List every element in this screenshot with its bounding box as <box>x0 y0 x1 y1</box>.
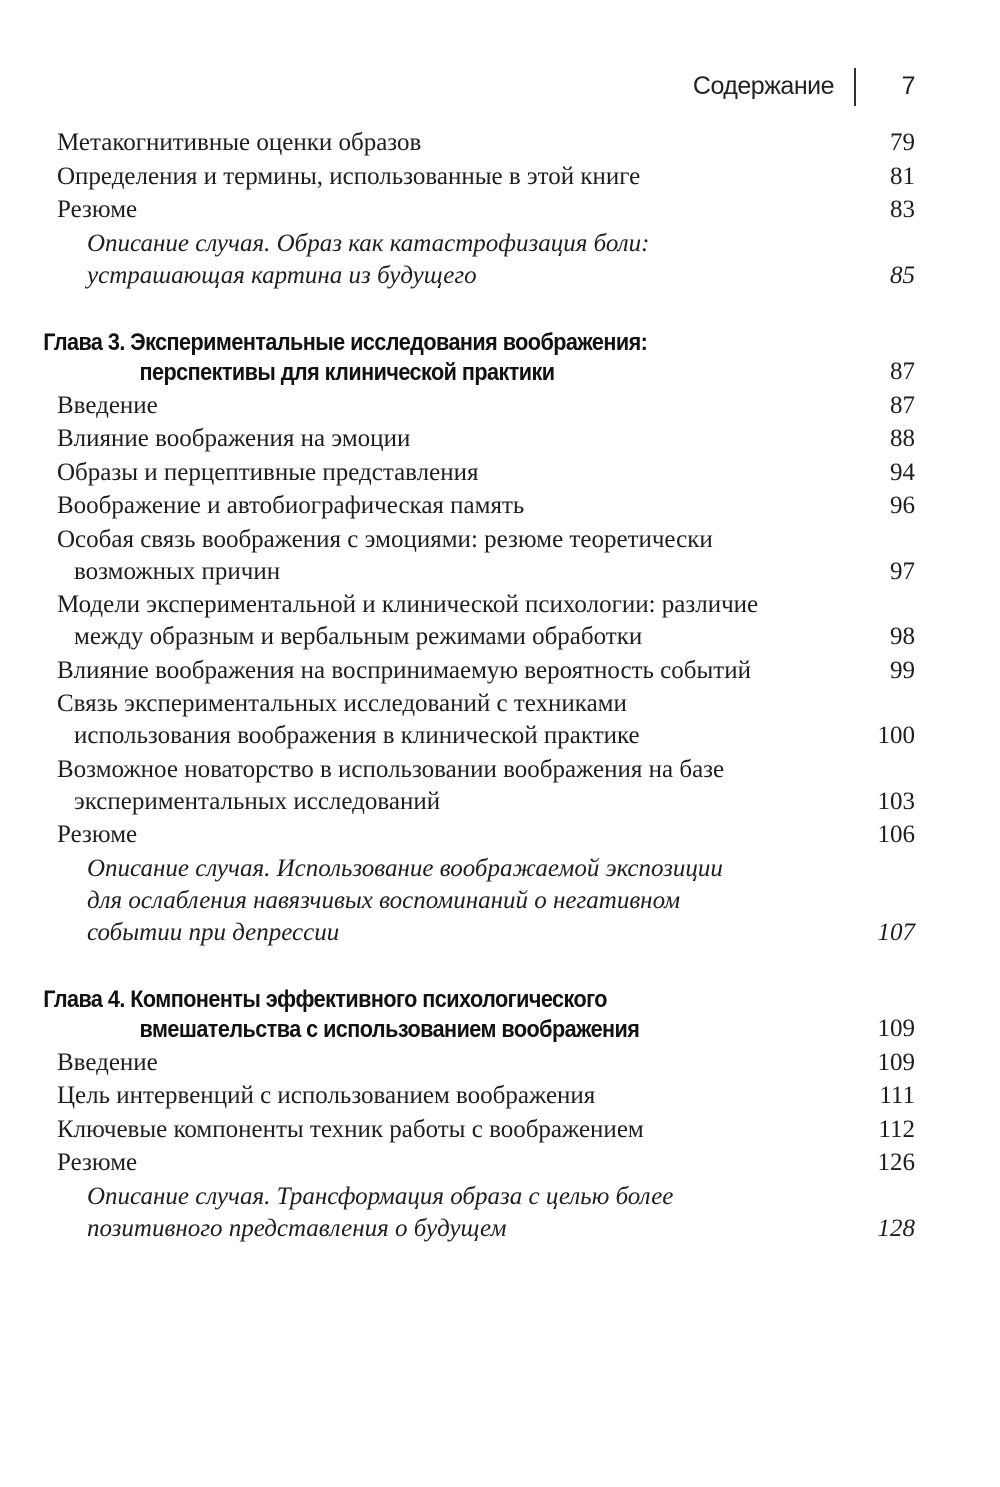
toc-entry-title: Ключевые компоненты техник работы с воображением <box>57 1115 644 1143</box>
chapter-title <box>0 985 900 1045</box>
toc-entry <box>0 1114 1000 1146</box>
toc-entry <box>0 1080 1000 1112</box>
toc-entry-line: между образным и вербальным режимами обработки <box>74 623 643 650</box>
toc-entry-title: Введение <box>57 1048 158 1076</box>
chapter-title-line: вмешательства с использованием воображения <box>139 1015 640 1043</box>
toc-entry-title: Резюме <box>57 821 138 848</box>
toc-entry-title: Влияние воображения на эмоции <box>57 425 411 452</box>
toc-entry-line: позитивного представления о будущем <box>87 1214 507 1242</box>
toc-case-entry <box>0 853 1000 949</box>
toc-entry-page: 103 <box>877 787 915 815</box>
toc-entry <box>0 754 1000 818</box>
toc-entry-page: 88 <box>890 425 915 452</box>
toc-entry-page: 87 <box>890 391 915 419</box>
table-of-contents <box>0 127 1000 1246</box>
toc-entry-title: Цель интервенций с использованием воображения <box>57 1082 596 1109</box>
chapter-4-heading <box>0 985 1000 1045</box>
toc-entry-page: 107 <box>877 918 915 946</box>
toc-entry-line: для ослабления навязчивых воспоминаний о негативном <box>87 886 681 914</box>
page-number: 7 <box>901 72 915 100</box>
toc-entry-page: 85 <box>890 261 915 289</box>
toc-entry-page: 79 <box>890 129 915 156</box>
toc-entry-line: Модели экспериментальной и клинической психологии: различие <box>57 591 759 618</box>
toc-entry-page: 96 <box>890 492 915 519</box>
toc-entry-page: 83 <box>890 196 915 223</box>
toc-entry-title: Воображение и автобиографическая память <box>57 492 525 519</box>
toc-entry-page: 94 <box>890 458 915 486</box>
toc-entry-page: 128 <box>877 1214 915 1242</box>
toc-entry <box>0 1147 1000 1179</box>
toc-entry-line: Связь экспериментальных исследований с техниками <box>57 690 627 717</box>
toc-case-entry <box>0 1181 1000 1245</box>
toc-entry <box>0 1047 1000 1079</box>
toc-entry-line: Описание случая. Образ как катастрофизация боли: <box>87 229 650 257</box>
chapter-title-line: Глава 3. Экспериментальные исследования воображения: <box>43 328 648 356</box>
toc-entry-page: 111 <box>879 1082 915 1109</box>
toc-entry-line: Описание случая. Использование воображаемой экспозиции <box>87 854 723 882</box>
toc-entry <box>0 655 1000 687</box>
toc-entry-page: 100 <box>877 722 915 749</box>
toc-entry-line: устрашающая картина из будущего <box>87 261 477 289</box>
toc-entry-title <box>0 1181 787 1245</box>
toc-entry <box>0 457 1000 489</box>
toc-entry-title: Введение <box>57 391 158 419</box>
chapter-3-heading <box>0 328 1000 388</box>
toc-entry <box>0 194 1000 226</box>
toc-entry-title: Резюме <box>57 196 138 223</box>
toc-entry-title <box>0 589 817 653</box>
toc-entry-line: использования воображения в клинической практике <box>74 722 640 749</box>
toc-entry-title <box>0 688 817 752</box>
toc-entry-line: Описание случая. Трансформация образа с целью более <box>87 1182 674 1210</box>
chapter-title-line: Глава 4. Компоненты эффективного психологического <box>43 985 607 1013</box>
chapter-title-line: перспективы для клинической практики <box>139 358 555 386</box>
toc-entry-title: Резюме <box>57 1149 138 1176</box>
toc-entry-line: экспериментальных исследований <box>74 787 441 815</box>
toc-entry-page: 97 <box>890 557 915 585</box>
toc-entry-title: Влияние воображения на воспринимаемую вероятность событий <box>57 656 751 684</box>
toc-entry <box>0 390 1000 422</box>
toc-entry-line: возможных причин <box>74 557 281 585</box>
toc-entry-page: 126 <box>877 1149 915 1176</box>
toc-case-entry <box>0 228 1000 292</box>
toc-entry-page: 98 <box>890 623 915 650</box>
chapter-title <box>0 328 900 388</box>
toc-entry <box>0 819 1000 851</box>
toc-entry-title: Определения и термины, использованные в этой книге <box>57 162 641 190</box>
toc-entry-title: Метакогнитивные оценки образов <box>57 129 422 156</box>
toc-entry-line: Особая связь воображения с эмоциями: резюме теоретически <box>57 525 713 553</box>
toc-entry <box>0 524 1000 588</box>
toc-entry <box>0 490 1000 522</box>
running-head-divider <box>854 68 856 106</box>
toc-entry <box>0 589 1000 653</box>
running-head-title: Содержание <box>692 72 834 100</box>
toc-entry <box>0 688 1000 752</box>
chapter-page: 87 <box>890 357 915 385</box>
toc-entry-page: 112 <box>878 1115 915 1143</box>
chapter-page: 109 <box>877 1014 915 1042</box>
toc-entry-page: 81 <box>890 162 915 190</box>
toc-entry-title <box>0 754 817 818</box>
toc-entry-title: Образы и перцептивные представления <box>57 458 479 486</box>
toc-entry <box>0 161 1000 193</box>
running-head <box>0 68 1000 108</box>
toc-entry-page: 109 <box>877 1048 915 1076</box>
chapter-heading <box>0 985 900 1045</box>
toc-entry-line: Возможное новаторство в использовании воображения на базе <box>57 755 725 783</box>
toc-entry <box>0 423 1000 455</box>
toc-entry-title <box>0 853 787 949</box>
toc-entry-page: 99 <box>890 656 915 684</box>
toc-entry-line: событии при депрессии <box>87 918 340 946</box>
toc-entry <box>0 127 1000 159</box>
toc-entry-page: 106 <box>877 821 915 848</box>
toc-entry-title <box>0 228 787 292</box>
chapter-heading <box>0 328 900 388</box>
toc-entry-title <box>0 524 817 588</box>
